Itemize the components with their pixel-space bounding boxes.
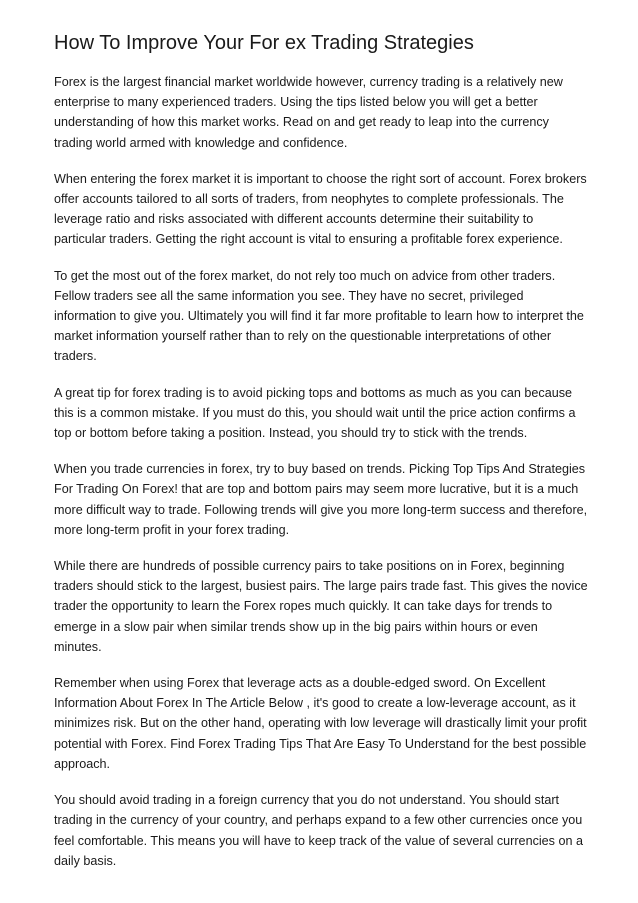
paragraph-5: When you trade currencies in forex, try to buy based on trends. Picking Top Tips And Strategies For Trading On Forex! that are top and bottom pairs may seem more lucrative, but it is a much more difficult way to trade. Following trends will give you more long-term success and therefore, more long-term profit in your forex trading. [54,462,588,537]
paragraph-7: Remember when using Forex that leverage acts as a double-edged sword. On Excellent Information About Forex In The Article Below , it's good to create a low-leverage account, as it minimizes risk. But on the other hand, operating with low leverage will drastically limit your profit potential with Forex. Find Forex Trading Tips That Are Easy To Understand for the best possible approach. [54,676,587,771]
paragraph-6: While there are hundreds of possible currency pairs to take positions on in Forex, beginning traders should stick to the largest, busiest pairs. The large pairs trade fast. This gives the novice trader the opportunity to learn the Forex ropes much quickly. It can take days for trends to emerge in a slow pair when similar trends show up in the big pairs within hours or even minutes. [54,559,588,654]
document-title: How To Improve Your For ex Trading Strategies [54,32,474,54]
paragraph-8: You should avoid trading in a foreign currency that you do not understand. You should start trading in the currency of your country, and perhaps expand to a few other currencies once you feel comfortable. This means you will have to keep track of the value of several currencies on a daily basis. [54,793,583,868]
paragraph-3: To get the most out of the forex market, do not rely too much on advice from other traders. Fellow traders see all the same information you see. They have no secret, privileged information to give you. Ultimately you will find it far more profitable to learn how to interpret the market information yourself rather than to rely on the questionable interpretations of other traders. [54,268,584,364]
paragraph-2: When entering the forex market it is important to choose the right sort of account. Forex brokers offer accounts tailored to all sorts of traders, from neophytes to complete professionals. The leverage ratio and risks associated with different accounts determine their suitability to particular traders. Getting the right account is vital to ensuring a profitable forex experience. [54,171,587,247]
document-body [54,72,588,871]
paragraph-1: Forex is the largest financial market worldwide however, currency trading is a relatively new enterprise to many experienced traders. Using the tips listed below you will get a better understanding of how this market works. Read on and get ready to leap into the currency trading world armed with knowledge and confidence. [54,75,563,150]
paragraph-4: A great tip for forex trading is to avoid picking tops and bottoms as much as you can because this is a common mistake. If you must do this, you should wait until the price action confirms a top or bottom before taking a position. Instead, you should try to stick with the trends. [54,385,576,441]
